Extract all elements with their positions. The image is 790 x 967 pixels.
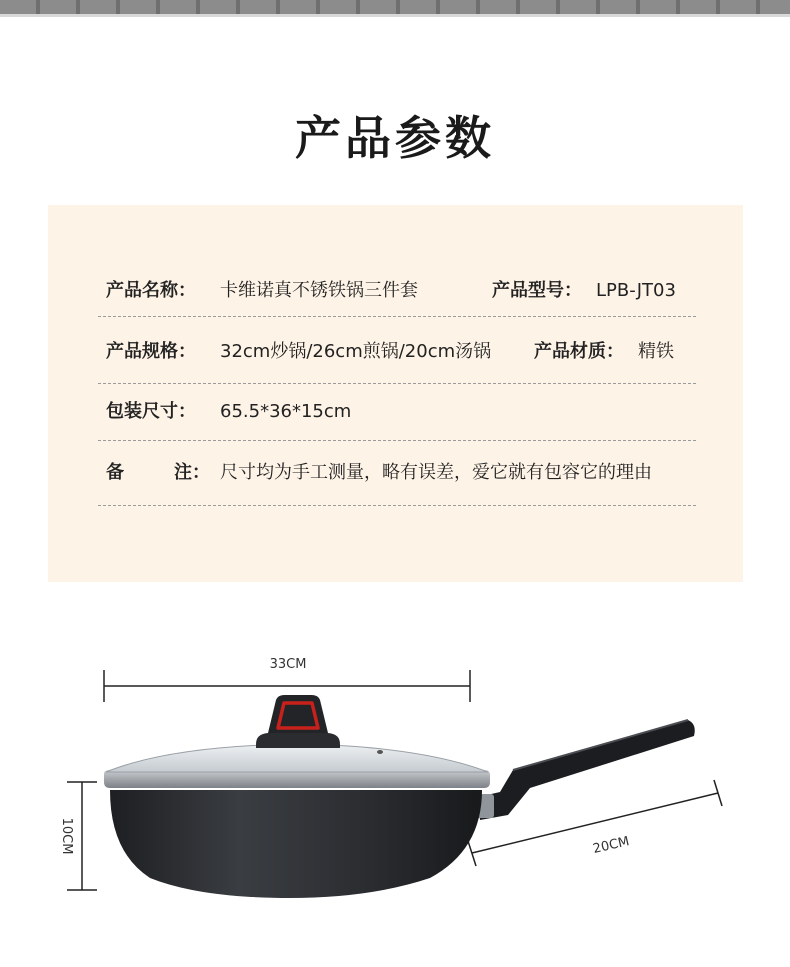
- product-size-label: 产品规格：: [106, 341, 196, 362]
- note-value: 尺寸均为手工测量，略有误差，爱它就有包容它的理由: [220, 462, 652, 483]
- product-name-label: 产品名称：: [106, 280, 196, 301]
- spec-panel: [48, 205, 743, 582]
- spec-row-note: [98, 453, 698, 493]
- top-decorative-strip: [0, 0, 790, 14]
- spec-row-size-material: [98, 332, 698, 372]
- spec-row-package: [98, 392, 698, 432]
- wok-with-glass-lid-icon: [104, 695, 695, 898]
- package-size-label: 包装尺寸：: [106, 401, 196, 422]
- package-size-value: 65.5*36*15cm: [220, 401, 352, 422]
- spec-row-name-model: [98, 271, 698, 311]
- product-material-value: 精铁: [638, 341, 674, 362]
- product-model-value: LPB-JT03: [596, 280, 676, 301]
- row-divider: [98, 440, 696, 441]
- row-divider: [98, 505, 696, 506]
- width-dimension-label: 33CM: [269, 657, 307, 672]
- row-divider: [98, 383, 696, 384]
- product-dimension-diagram: [0, 600, 790, 967]
- note-label-first: 备: [106, 462, 124, 483]
- product-name-value: 卡维诺真不锈铁锅三件套: [220, 280, 418, 301]
- product-material-label: 产品材质：: [534, 341, 624, 362]
- page-title: 产品参数: [295, 111, 495, 165]
- note-label-second: 注：: [174, 462, 210, 483]
- product-size-value: 32cm炒锅/26cm煎锅/20cm汤锅: [220, 341, 492, 362]
- height-dimension-label: 10CM: [59, 817, 74, 855]
- product-model-label: 产品型号：: [492, 280, 582, 301]
- handle-dimension-label: 20CM: [591, 834, 631, 858]
- row-divider: [98, 316, 696, 317]
